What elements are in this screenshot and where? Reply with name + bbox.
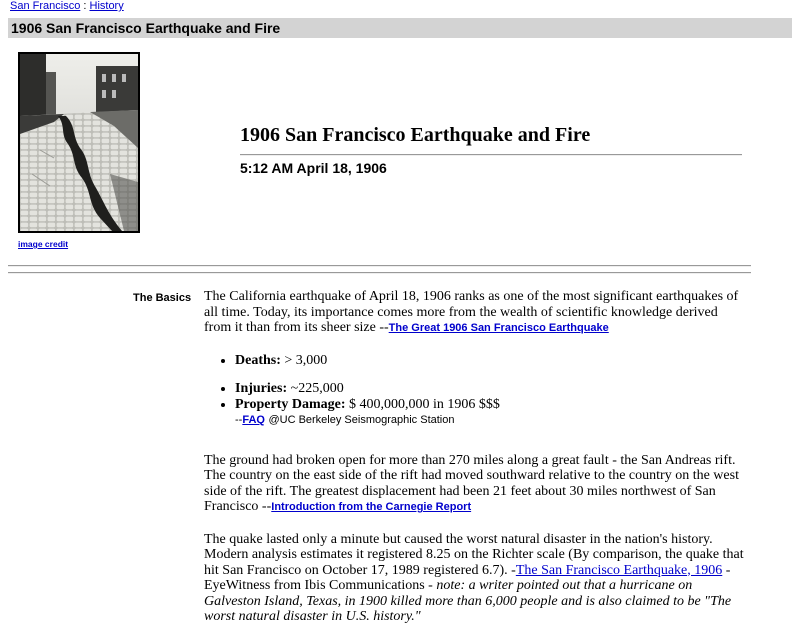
damage-label: Property Damage: <box>235 396 346 412</box>
list-spacer <box>235 368 744 381</box>
section-label-basics: The Basics <box>133 292 192 304</box>
basics-paragraph-1 <box>204 289 744 337</box>
paragraph-3-source: -EyeWitness from Ibis Communications - <box>204 562 731 593</box>
paragraph-3-note: note: a writer pointed out that a hurricane on Galveston Island, Texas, in 1900 killed more than 6,000 people and is also claimed to be "The worst natural disaster in U.S. history." <box>204 578 732 624</box>
breadcrumb-separator: : <box>83 0 87 12</box>
cracked-street-photo-icon <box>20 54 138 231</box>
damage-value: $ 400,000,000 in 1906 $$$ <box>349 396 500 412</box>
title-bar <box>8 18 792 38</box>
faq-prefix: -- <box>235 414 243 426</box>
faq-source: @UC Berkeley Seismographic Station <box>268 414 455 426</box>
basics-paragraph-2 <box>204 453 744 516</box>
paragraph-3-text: The quake lasted only a minute but caused the worst natural disaster in the nation's history. Modern analysis estimates it registered 8.25 on the Richter scale (By comparison, the quake that hit San Francisco on October 17, 1989 registered 6.7). - <box>204 531 744 578</box>
section-divider-top <box>8 265 751 267</box>
deaths-label: Deaths: <box>235 352 281 368</box>
great-earthquake-link[interactable]: The Great 1906 San Francisco Earthquake <box>388 322 609 334</box>
injuries-value: ~225,000 <box>290 381 344 396</box>
earthquake-photo <box>18 52 140 233</box>
damage-item <box>235 397 744 429</box>
breadcrumb-history-link[interactable]: History <box>89 0 124 12</box>
deaths-item <box>235 353 744 369</box>
page-title: 1906 San Francisco Earthquake and Fire <box>240 124 591 146</box>
title-bar-text: 1906 San Francisco Earthquake and Fire <box>11 20 281 36</box>
paragraph-1-text: The California earthquake of April 18, 1906 ranks as one of the most significant earthquakes of all time. Today, its importance comes more from the wealth of scientific knowledge derived from it than from its sheer size -- <box>204 289 739 335</box>
paragraph-2-text: The ground had broken open for more than 270 miles along a great fault - the San Andreas rift. The country on the east side of the rift had moved southward relative to the country on the west side of the rift. The greatest displacement had been 21 feet about 30 miles northwest of San Francisco -- <box>204 452 739 514</box>
injuries-item <box>235 381 744 397</box>
carnegie-report-link[interactable]: Introduction from the Carnegie Report <box>271 501 472 513</box>
page-subtitle: 5:12 AM April 18, 1906 <box>240 160 387 176</box>
image-credit-link[interactable]: image credit <box>18 239 69 249</box>
breadcrumb-home-link[interactable]: San Francisco <box>10 0 81 12</box>
breadcrumb <box>10 0 124 12</box>
eyewitness-link[interactable]: The San Francisco Earthquake, 1906 <box>515 562 723 578</box>
deaths-value: > 3,000 <box>284 352 328 368</box>
section-divider-bottom <box>8 272 751 274</box>
faq-link[interactable]: FAQ <box>242 414 265 426</box>
basics-paragraph-3 <box>204 532 744 625</box>
stats-list <box>204 353 744 429</box>
title-divider <box>240 154 742 156</box>
injuries-label: Injuries: <box>235 381 288 396</box>
